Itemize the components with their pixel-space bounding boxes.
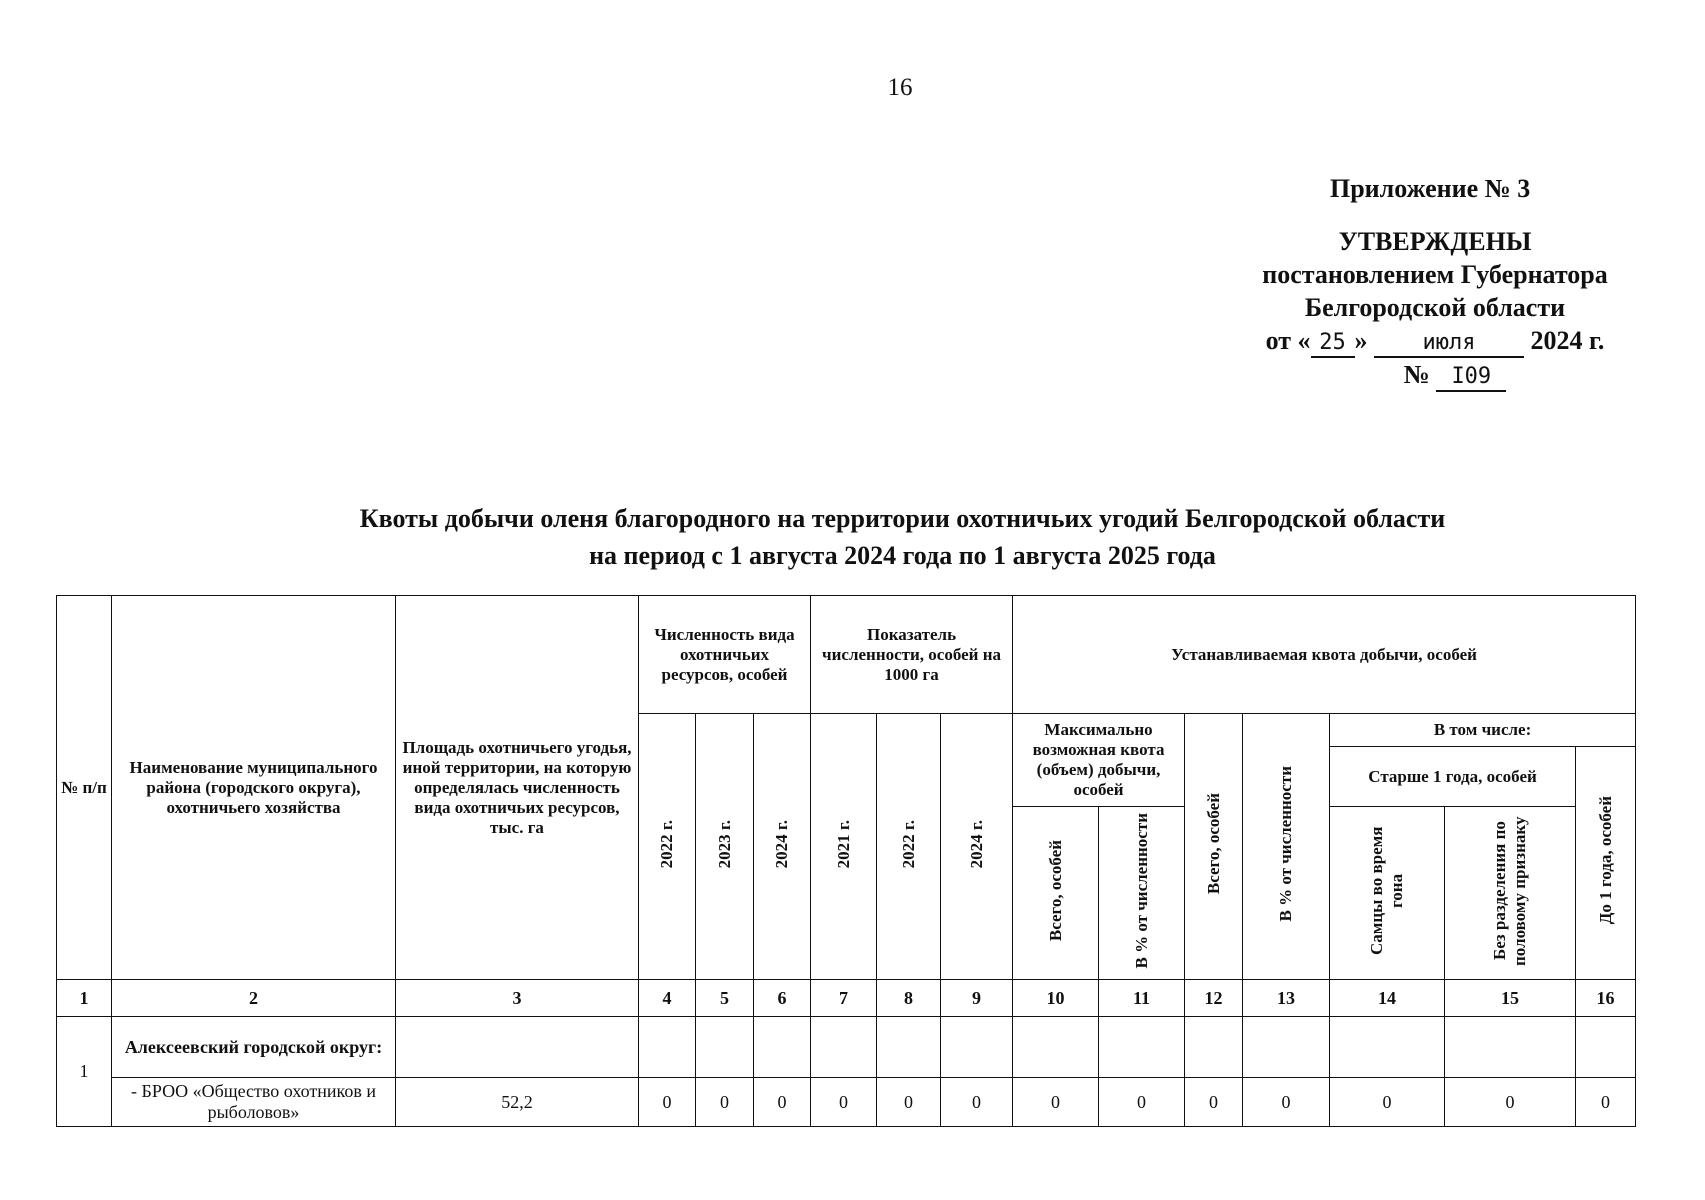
- header-population: Численность вида охотничьих ресурсов, особей: [639, 596, 811, 714]
- document-title: [200, 500, 1605, 574]
- appendix-label: Приложение № 3: [1330, 174, 1531, 203]
- row-num: 1: [57, 1017, 112, 1127]
- header-pop-year-2: 2023 г.: [696, 714, 754, 980]
- header-density: Показатель численности, особей на 1000 га: [811, 596, 1013, 714]
- header-older: Старше 1 года, особей: [1330, 747, 1576, 807]
- header-pop-year-3: 2024 г.: [754, 714, 811, 980]
- approval-line-2: Белгородской области: [1304, 293, 1566, 322]
- title-line-1: Квоты добычи оленя благородного на территории охотничьих угодий Белгородской области: [359, 504, 1446, 533]
- header-density-year-3: 2024 г.: [941, 714, 1013, 980]
- approved-label: УТВЕРЖДЕНЫ: [1338, 227, 1532, 256]
- index-row: 1 2 3 4 5 6 7 8 9 10 11 12 13 14 15 16: [57, 980, 1636, 1017]
- header-name: Наименование муниципального района (городского округа), охотничьего хозяйства: [112, 596, 396, 980]
- header-area: Площадь охотничьего угодья, иной территории, на которую определялась численность вида охотничьих ресурсов, тыс. га: [396, 596, 639, 980]
- table-row: [57, 1017, 1636, 1078]
- header-num: № п/п: [57, 596, 112, 980]
- header-quota: Устанавливаемая квота добычи, особей: [1013, 596, 1636, 714]
- header-max-total: Всего, особей: [1013, 807, 1099, 980]
- header-under1: До 1 года, особей: [1576, 747, 1636, 980]
- header-max-percent: В % от численности: [1099, 807, 1185, 980]
- header-max-quota: Максимально возможная квота (объем) добычи, особей: [1013, 714, 1185, 807]
- header-density-year-2: 2022 г.: [877, 714, 941, 980]
- approval-date: от « 25 » июля 2024 г.: [1220, 324, 1650, 358]
- approval-line-1: постановлением Губернатора: [1262, 260, 1608, 289]
- header-males: Самцы во время гона: [1330, 807, 1445, 980]
- quota-table: [56, 595, 1636, 1127]
- header-pop-year-1: 2022 г.: [639, 714, 696, 980]
- title-line-2: на период с 1 августа 2024 года по 1 августа 2025 года: [589, 541, 1216, 570]
- district-name: Алексеевский городской округ:: [112, 1017, 396, 1078]
- header-no-sex: Без разделения по половому признаку: [1445, 807, 1576, 980]
- approval-block: [1220, 172, 1650, 392]
- approval-number: № I09: [1220, 358, 1650, 392]
- header-total: Всего, особей: [1185, 714, 1243, 980]
- header-percent: В % от численности: [1243, 714, 1330, 980]
- header-including: В том числе:: [1330, 714, 1636, 747]
- date-year: 2024 г.: [1530, 326, 1605, 355]
- page-number: 16: [887, 74, 913, 101]
- entity-name: - БРОО «Общество охотников и рыболовов»: [112, 1078, 396, 1127]
- table-row: - БРОО «Общество охотников и рыболовов» 52,2 0 0 0 0 0 0 0 0 0 0 0 0 0: [57, 1078, 1636, 1127]
- document-number: I09: [1436, 364, 1506, 392]
- date-day: 25: [1311, 330, 1355, 358]
- date-month: июля: [1374, 330, 1524, 358]
- header-density-year-1: 2021 г.: [811, 714, 877, 980]
